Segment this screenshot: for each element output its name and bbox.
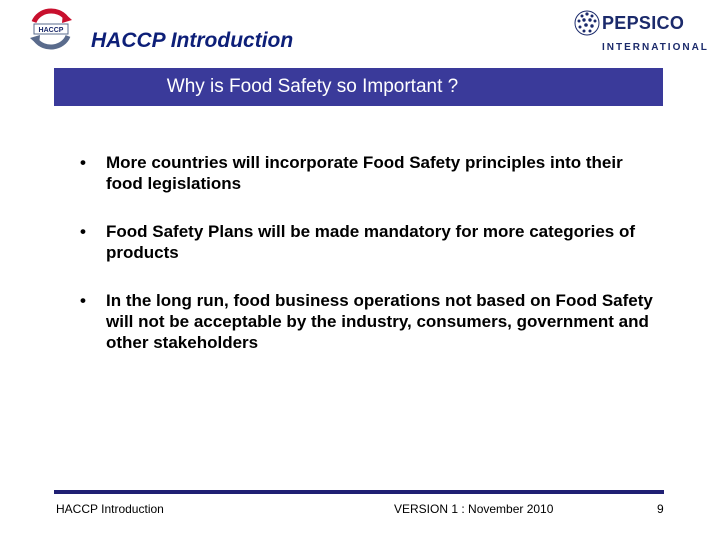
haccp-logo-text: HACCP [38,27,64,34]
bullet-text: More countries will incorporate Food Safety principles into their food legislations [106,153,623,193]
bullet-text: In the long run, food business operations not based on Food Safety will not be acceptable by the industry, consumers, government and other stakeholders [106,291,653,352]
footer-version: VERSION 1 : November 2010 [394,502,554,516]
bullet-item [80,221,660,263]
bullet-dot: • [80,153,86,172]
footer-title: HACCP Introduction [56,502,164,516]
bullet-item [80,290,660,353]
bullet-dot: • [80,222,86,241]
bullet-text: Food Safety Plans will be made mandatory for more categories of products [106,222,636,262]
header-title: HACCP Introduction [91,29,294,52]
footer-rule [54,490,664,494]
bullet-item [80,152,660,194]
slide-title: Why is Food Safety so Important ? [54,68,663,106]
brand-name: PEPSICO [602,13,685,33]
pepsico-logo [572,8,709,56]
brand-sub: INTERNATIONAL [602,42,709,53]
globe-icon [574,10,600,36]
bullet-dot: • [80,291,86,310]
haccp-logo [26,8,76,50]
page-number: 9 [657,502,664,516]
